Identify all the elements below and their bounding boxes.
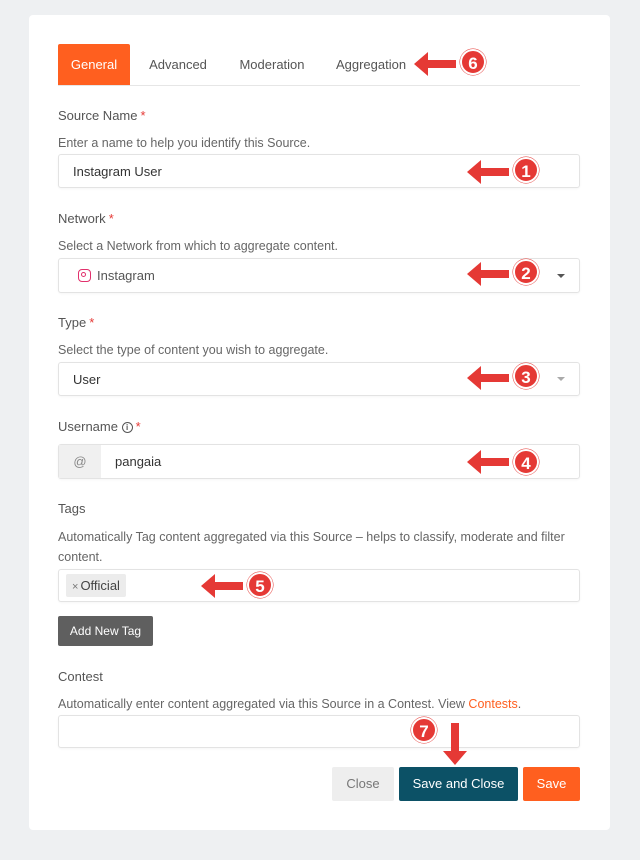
annotation-badge: 2 [513,259,539,285]
add-new-tag-button[interactable]: Add New Tag [58,616,153,646]
tags-help: Automatically Tag content aggregated via this Source – helps to classify, moderate and filter content. [58,530,565,564]
at-addon: @ [59,445,101,478]
network-help: Select a Network from which to aggregate content. [58,239,339,253]
chevron-down-icon [557,377,565,381]
type-help: Select the type of content you wish to aggregate. [58,343,329,357]
chevron-down-icon [557,274,565,278]
close-button[interactable]: Close [332,767,394,801]
tags-input[interactable] [58,569,580,602]
annotation-arrow-left [467,450,509,474]
annotation-arrow-left [467,262,509,286]
annotation-badge: 7 [411,717,437,743]
annotation-badge: 6 [460,49,486,75]
tab-divider [58,85,580,86]
annotation-badge: 5 [247,572,273,598]
tab-aggregation[interactable]: Aggregation [335,57,407,72]
tag-chip: × Official [66,574,126,597]
tab-advanced[interactable]: Advanced [149,57,207,72]
type-select[interactable]: User [58,362,580,396]
annotation-badge: 3 [513,363,539,389]
contests-link[interactable]: Contests [468,697,518,711]
source-name-input[interactable]: Instagram User [58,154,580,188]
annotation-arrow-left [467,366,509,390]
source-name-label: Source Name * [58,108,146,123]
tab-moderation[interactable]: Moderation [239,57,305,72]
instagram-icon [78,269,91,282]
annotation-badge: 4 [513,449,539,475]
contest-help: Automatically enter content aggregated via this Source in a Contest. View Contests. [58,697,522,711]
remove-tag-icon[interactable]: × [72,581,79,593]
save-button[interactable]: Save [523,767,580,801]
tab-general[interactable]: General [58,44,130,85]
username-label: Username i * [58,419,141,434]
contest-label: Contest [58,669,103,684]
annotation-arrow-left [201,574,243,598]
annotation-arrow-down [443,723,467,765]
info-icon[interactable]: i [122,422,133,433]
network-select[interactable]: Instagram [58,258,580,293]
network-label: Network * [58,211,114,226]
tags-label: Tags [58,501,86,516]
save-and-close-button[interactable]: Save and Close [399,767,518,801]
contest-input[interactable] [58,715,580,748]
type-label: Type * [58,315,95,330]
annotation-badge: 1 [513,157,539,183]
annotation-arrow-left [467,160,509,184]
annotation-arrow-left [414,52,456,76]
username-input[interactable]: @ pangaia [58,444,580,479]
source-name-help: Enter a name to help you identify this Source. [58,136,311,150]
